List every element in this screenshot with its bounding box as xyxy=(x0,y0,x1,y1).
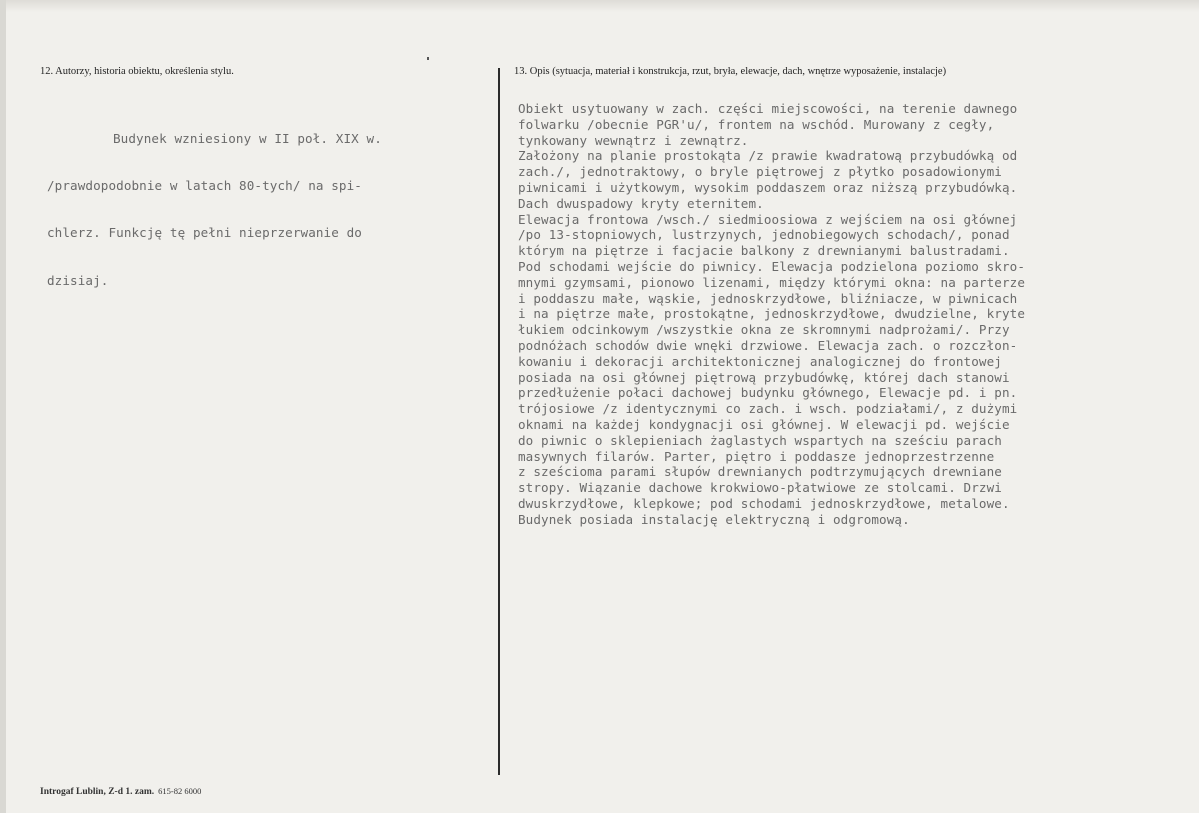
text-line: zach./, jednotraktowy, o bryle piętrowej z płytko posadowionymi xyxy=(518,164,1002,180)
text-line: kowaniu i dekoracji architektonicznej analogicznej do frontowej xyxy=(518,353,1002,369)
column-divider xyxy=(498,68,500,775)
text-line: dzisiaj. xyxy=(47,272,109,288)
text-line: dwuskrzydłowe, klepkowe; pod schodami jednoskrzydłowe, metalowe. xyxy=(518,495,1010,511)
text-line: Budynek wzniesiony w II poł. XIX w. xyxy=(113,130,382,146)
text-line: Obiekt usytuowany w zach. części miejscowości, na terenie dawnego xyxy=(518,101,1018,116)
text-line: stropy. Wiązanie dachowe krokwiowo-płatwiowe ze stolcami. Drzwi xyxy=(518,480,1002,496)
text-line: podnóżach schodów dwie wnęki drzwiowe. Elewacja zach. o rozczłon- xyxy=(518,337,1018,353)
printer-name: Introgaf Lublin, Z-d 1. zam. xyxy=(40,787,155,797)
text-line: piwnicami i użytkowym, wysokim poddaszem oraz niższą przybudówką. xyxy=(518,179,1018,195)
print-order-code: 615-82 6000 xyxy=(158,786,202,796)
text-line: posiada na osi głównej piętrową przybudówkę, której dach stanowi xyxy=(518,369,1010,385)
text-line: i poddaszu małe, wąskie, jednoskrzydłowe, bliźniacze, w piwnicach xyxy=(518,290,1018,306)
text-line: przedłużenie połaci dachowej budynku głównego, Elewacje pd. i pn. xyxy=(518,385,1018,401)
text-line: Pod schodami wejście do piwnicy. Elewacja podzielona poziomo skro- xyxy=(518,258,1026,274)
text-line: i na piętrze małe, prostokątne, jednoskrzydłowe, dwudzielne, kryte xyxy=(518,306,1026,322)
text-line: Założony na planie prostokąta /z prawie kwadratową przybudówką od xyxy=(518,148,1018,164)
text-line: /po 13-stopniowych, lustrzynych, jednobiegowych schodach/, ponad xyxy=(518,227,1010,243)
text-line: którym na piętrze i facjacie balkony z drewnianymi balustradami. xyxy=(518,243,1010,259)
section-12-header: 12. Autorzy, historia obiektu, określenia stylu. xyxy=(40,66,234,77)
text-line: do piwnic o sklepieniach żaglastych wspartych na sześciu parach xyxy=(518,432,1002,448)
section-13-text xyxy=(518,101,1025,528)
ink-speck xyxy=(427,57,429,60)
text-line: chlerz. Funkcję tę pełni nieprzerwanie do xyxy=(47,225,362,241)
text-line: Budynek posiada instalację elektryczną i odgromową. xyxy=(518,511,910,527)
text-line: tynkowany wewnątrz i zewnątrz. xyxy=(518,132,749,148)
text-line: Dach dwuspadowy kryty eternitem. xyxy=(518,195,764,211)
text-line: oknami na każdej kondygnacji osi głównej. W elewacji pd. wejście xyxy=(518,416,1010,432)
text-line: folwarku /obecnie PGR'u/, frontem na wschód. Murowany z cegły, xyxy=(518,116,995,132)
text-line: mnymi gzymsami, pionowo lizenami, między którymi okna: na parterze xyxy=(518,274,1026,290)
text-line: masywnych filarów. Parter, piętro i poddasze jednoprzestrzenne xyxy=(518,448,995,464)
text-line: z sześcioma parami słupów drewnianych podtrzymujących drewniane xyxy=(518,464,1002,480)
text-line: trójosiowe /z identycznymi co zach. i wsch. podziałami/, z dużymi xyxy=(518,401,1018,417)
text-line: łukiem odcinkowym /wszystkie okna ze skromnymi nadprożami/. Przy xyxy=(518,322,1010,338)
text-line: /prawdopodobnie w latach 80-tych/ na spi- xyxy=(47,177,362,193)
printer-imprint xyxy=(40,786,201,797)
text-line: Elewacja frontowa /wsch./ siedmioosiowa z wejściem na osi głównej xyxy=(518,211,1018,227)
section-13-header: 13. Opis (sytuacja, materiał i konstrukcja, rzut, bryła, elewacje, dach, wnętrze wyposażenie, instalacje) xyxy=(514,66,947,77)
paper-edge-shadow xyxy=(6,0,1199,12)
section-12-text xyxy=(47,99,382,320)
